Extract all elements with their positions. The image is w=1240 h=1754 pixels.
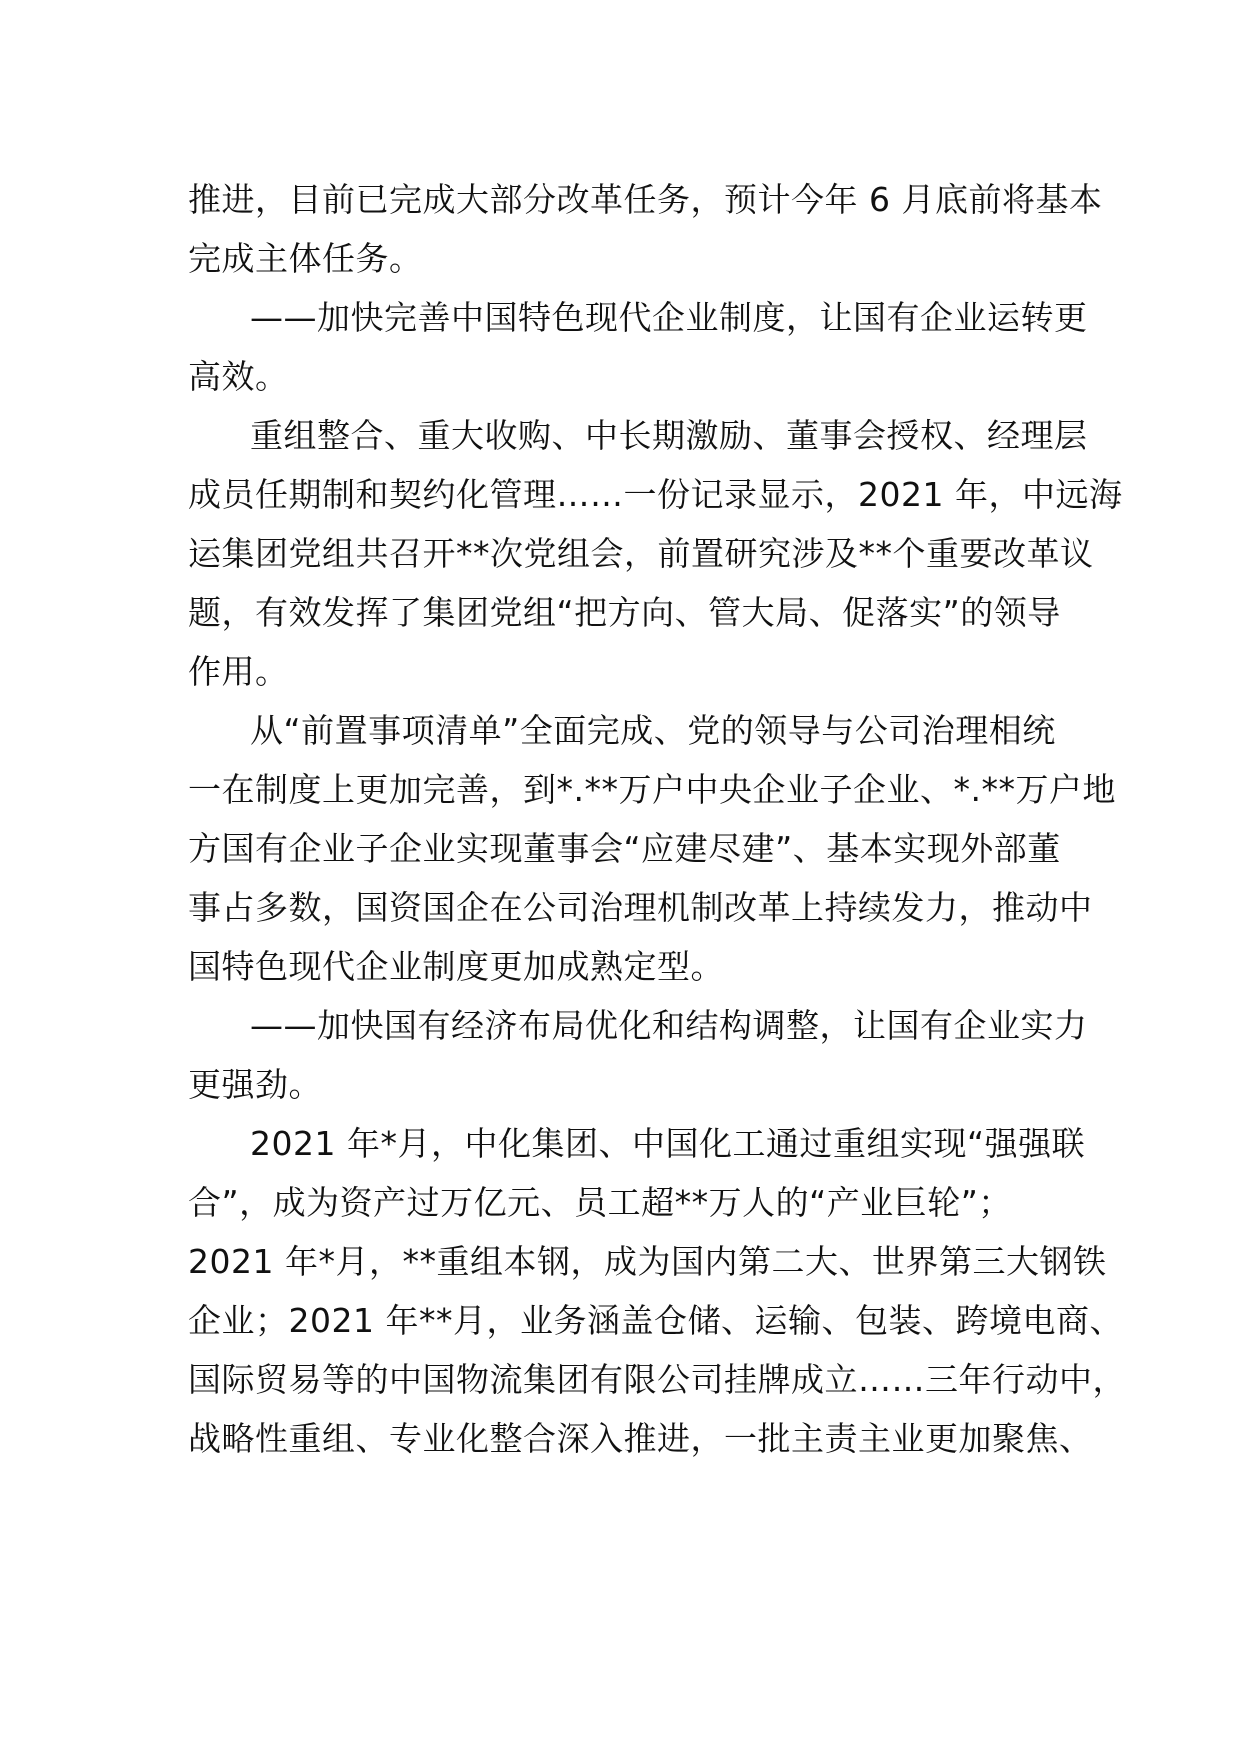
text-line: 事占多数，国资国企在公司治理机制改革上持续发力，推动中 xyxy=(188,888,1093,927)
section-heading-line: ——加快完善中国特色现代企业制度，让国有企业运转更 xyxy=(250,298,1088,337)
section-heading-line: ——加快国有经济布局优化和结构调整，让国有企业实力 xyxy=(250,1006,1088,1045)
section-heading-line: 更强劲。 xyxy=(188,1065,322,1104)
text-line: 方国有企业子企业实现董事会“应建尽建”、基本实现外部董 xyxy=(188,829,1061,868)
text-line: 重组整合、重大收购、中长期激励、董事会授权、经理层 xyxy=(250,416,1088,455)
text-line: 国际贸易等的中国物流集团有限公司挂牌成立……三年行动中， xyxy=(188,1360,1126,1399)
text-line: 作用。 xyxy=(188,652,289,691)
text-line: 题，有效发挥了集团党组“把方向、管大局、促落实”的领导 xyxy=(188,593,1061,632)
text-line: 从“前置事项清单”全面完成、党的领导与公司治理相统 xyxy=(250,711,1056,750)
text-line: 推进，目前已完成大部分改革任务，预计今年 6 月底前将基本 xyxy=(188,180,1103,219)
text-line: 一在制度上更加完善，到*.**万户中央企业子企业、*.**万户地 xyxy=(188,770,1116,809)
text-line: 2021 年*月，**重组本钢，成为国内第二大、世界第三大钢铁 xyxy=(188,1242,1107,1281)
text-line: 成员任期制和契约化管理……一份记录显示，2021 年，中远海 xyxy=(188,475,1123,514)
text-line: 运集团党组共召开**次党组会，前置研究涉及**个重要改革议 xyxy=(188,534,1094,573)
text-line: 完成主体任务。 xyxy=(188,239,423,278)
text-line: 国特色现代企业制度更加成熟定型。 xyxy=(188,947,724,986)
text-line: 战略性重组、专业化整合深入推进，一批主责主业更加聚焦、 xyxy=(188,1419,1093,1458)
text-line: 企业；2021 年**月，业务涵盖仓储、运输、包装、跨境电商、 xyxy=(188,1301,1123,1340)
text-line: 合”，成为资产过万亿元、员工超**万人的“产业巨轮”； xyxy=(188,1183,1012,1222)
section-heading-line: 高效。 xyxy=(188,357,289,396)
text-line: 2021 年*月，中化集团、中国化工通过重组实现“强强联 xyxy=(250,1124,1086,1163)
